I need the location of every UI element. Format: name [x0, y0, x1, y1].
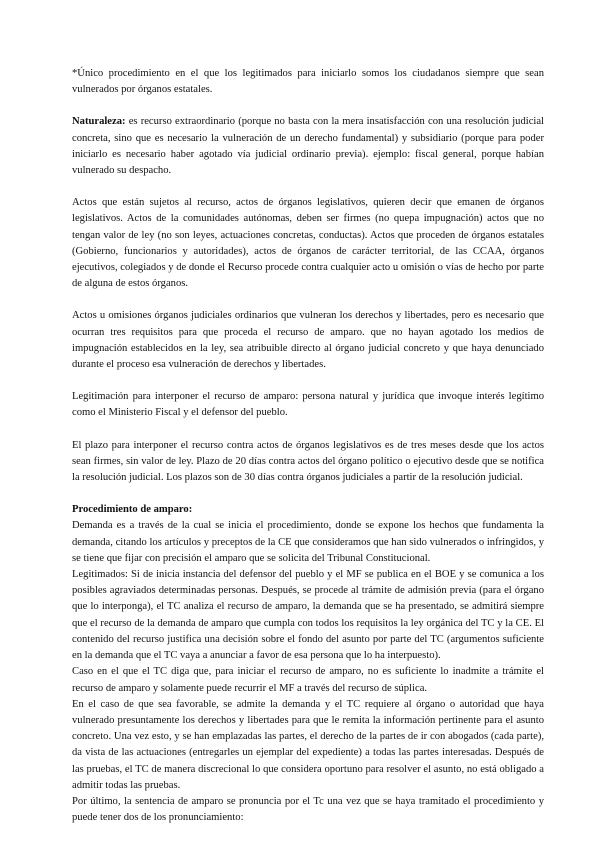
naturaleza-text: es recurso extraordinario (porque no basta con la mera insatisfacción con una resolución judicial concreta, sino que es necesario la vulneración de un derecho fundamental) y subsidiario (porque para poder iniciarlo es necesario haber agotado vía judicial ordinario previa). ejemplo: fiscal general, porque habían vulnerado su despacho. — [72, 116, 544, 177]
paragraph-inadmision: Caso en el que el TC diga que, para iniciar el recurso de amparo, no es suficiente lo inadmite a trámite el recurso de amparo y solamente puede recurrir el MF a través del recurso de súplica. — [72, 666, 544, 694]
paragraph-sentencia: Por último, la sentencia de amparo se pronuncia por el Tc una vez que se haya tramitado el procedimiento y puede tener dos de los pronunciamiento: — [72, 795, 544, 824]
paragraph-actos-sujetos: Actos que están sujetos al recurso, actos de órganos legislativos, quieren decir que emanen de órganos legislativos. Actos de la comunidades autónomas, deben ser firmes (no quepa impugnación) actos que no tengan valor de ley (no son leyes, actuaciones concretas, conductas). Actos que proceden de órganos estatales (Gobierno, funcionarios y autoridades), actos de órganos de carácter territorial, de las CCAA, órganos ejecutivos, colegiados y de donde el Recurso procede contra cualquier acto u omisión o vías de hecho por parte de alguna de estos órganos. — [72, 197, 544, 290]
paragraph-naturaleza — [72, 114, 544, 179]
document-page — [72, 66, 544, 826]
paragraph-demanda: Demanda es a través de la cual se inicia el procedimiento, donde se expone los hechos que fundamenta la demanda, citando los artículos y preceptos de la CE que consideramos que han sido vulnerados o infringidos, y se tiene que fijar con precisión el amparo que se solicita del Tribunal Constitucional. — [72, 520, 544, 564]
paragraph-plazo: El plazo para interponer el recurso contra actos de órganos legislativos es de tres meses desde que los actos sean firmes, sin valor de ley. Plazo de 20 días contra actos del órgano político o ejecutivo desde que se notifica la resolución judicial. Los plazos son de 30 días contra órganos judiciales a partir de la resolución judicial. — [72, 439, 544, 484]
paragraph-intro: *Único procedimiento en el que los legitimados para iniciarlo somos los ciudadanos siempre que sean vulnerados por órganos estatales. — [72, 68, 544, 96]
paragraph-legitimados: Legitimados: Si de inicia instancia del defensor del pueblo y el MF se publica en el BOE y se comunica a los posibles agraviados determinadas personas. Después, se procede al trámite de admisión previa (para el órgano que lo interponga), el TC analiza el recurso de amparo, la demanda que se ha presentado, se admitirá siempre que el recurso de la demanda de amparo que cumpla con todos los requisitos la ley orgánica del TC y la CE. El contenido del recurso justifica una decisión sobre el fondo del asunto por parte del TC (argumentos suficiente en la demanda que el TC vaya a anunciar a favor de esa persona que lo ha interpuesto). — [72, 569, 544, 662]
naturaleza-label: Naturaleza: — [72, 116, 126, 128]
paragraph-actos-judiciales: Actos u omisiones órganos judiciales ordinarios que vulneran los derechos y libertades, pero es necesario que ocurran tres requisitos para que proceda el recurso de amparo. que no hayan agotado los medios de impugnación establecidos en la ley, sea atribuible directo al órgano judicial concreto y que haya denunciado durante el proceso esa vulneración de derechos y libertades. — [72, 310, 544, 371]
section-heading-procedimiento: Procedimiento de amparo: — [72, 504, 193, 516]
paragraph-legitimacion: Legitimación para interponer el recurso de amparo: persona natural y jurídica que invoque interés legítimo como el Ministerio Fiscal y el defensor del pueblo. — [72, 391, 544, 419]
paragraph-favorable: En el caso de que sea favorable, se admite la demanda y el TC requiere al órgano o autoridad que haya vulnerado presuntamente los derechos y libertades para que le remita la información pertinente para el asunto concreto. Una vez esto, y se han emplazadas las partes, el derecho de la partes de ir con abogados (cada parte), da vista de las actuaciones (entregarles un ejemplar del expediente) a todas las partes interesadas. Después de las pruebas, el TC de manera discrecional lo que considera oportuno para resolver el asunto, no está obligado a admitir todas las pruebas. — [72, 698, 544, 791]
